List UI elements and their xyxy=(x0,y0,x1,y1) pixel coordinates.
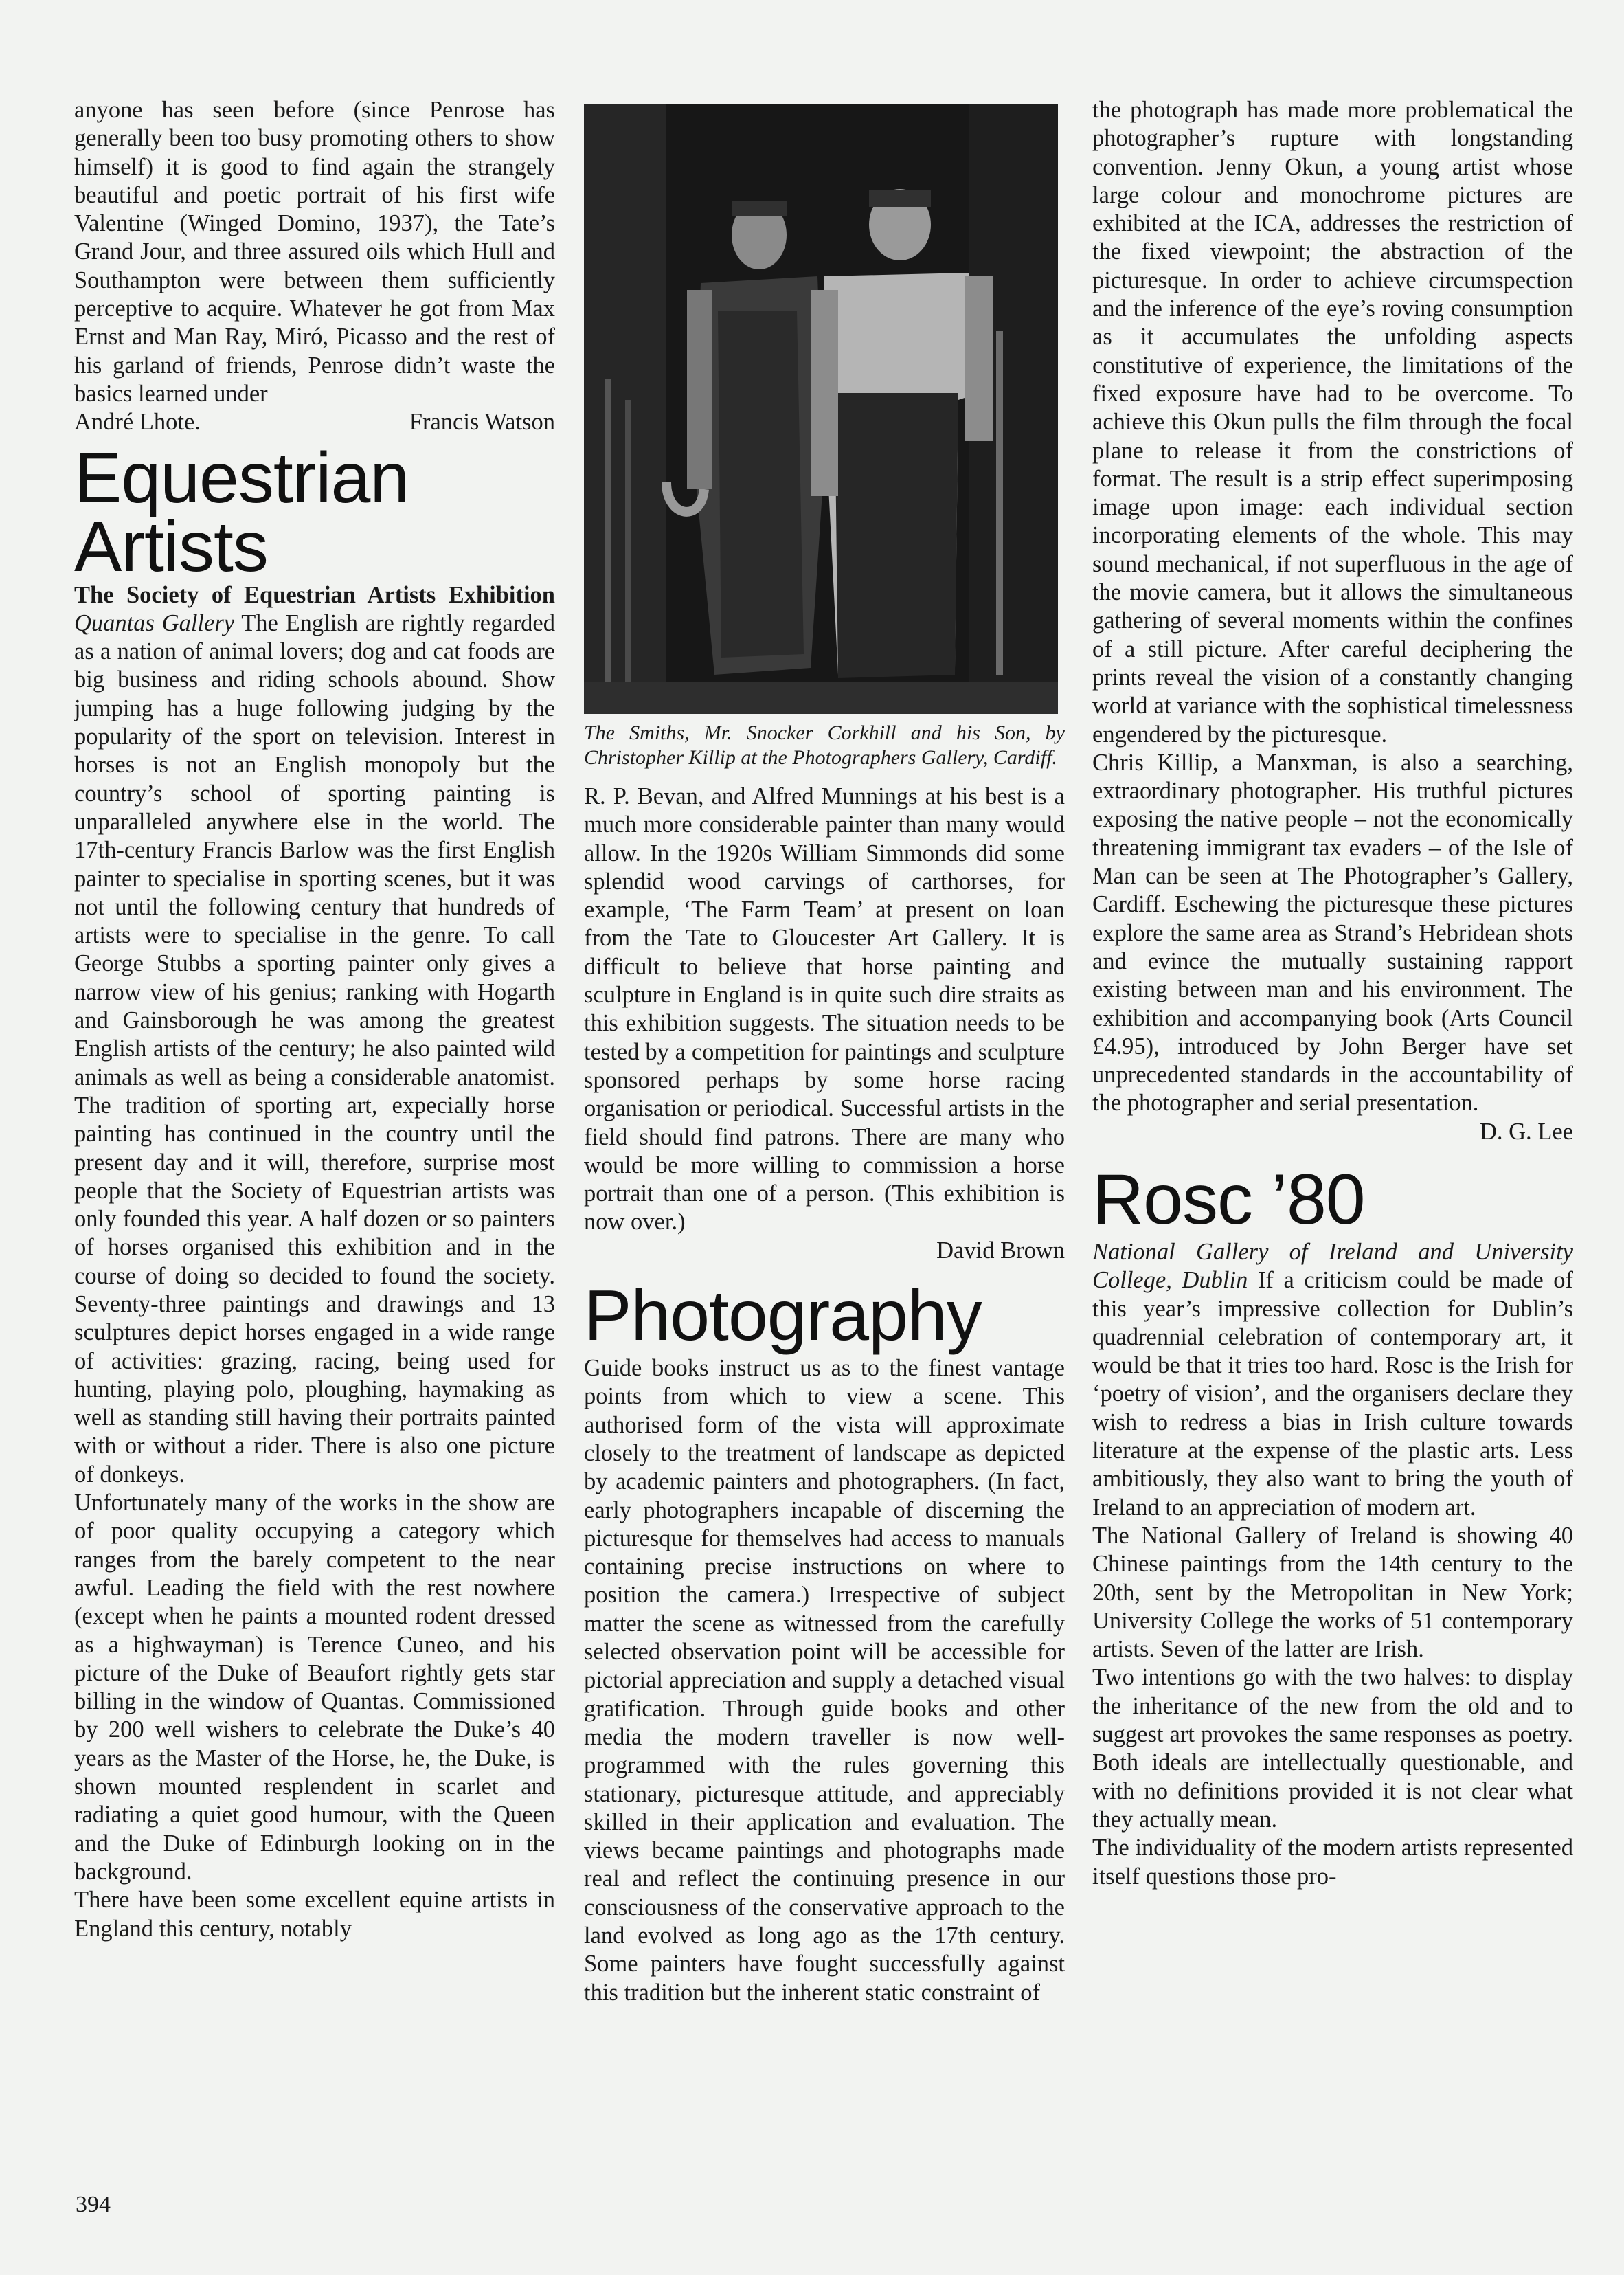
equestrian-paragraph-2: Unfortunately many of the works in the show are of poor quality occupying a category which ranges from the barely competent to the near awful. Leading the field with the rest nowhere (except when he paints a mounted rodent dressed as a highwayman) is Terence Cuneo, and his picture of the Duke of Beaufort rightly gets star billing in the window of Quantas. Commissioned by 200 well wishers to celebrate the Duke’s 40 years as the Master of the Horse, he, the Duke, is shown mounted resplendent in scarlet and radiating a quiet good humour, with the Queen and the Duke of Edinburgh looking on in the background. xyxy=(74,1490,555,1885)
rosc-text-1: If a criticism could be made of this year’s impressive collection for Dublin’s quadrennial celebration of contemporary art, it would be that it tries too hard. Rosc is the Irish for ‘poetry of vision’, and the organisers declare they wish to redress a bias in Irish culture towards literature at the expense of the plastic arts. Less ambitiously, they also want to bring the youth of Ireland to an appreciation of modern art. xyxy=(1092,1267,1573,1521)
intro-author: Francis Watson xyxy=(409,409,555,436)
photography-paragraph-1: Guide books instruct us as to the finest vantage points from which to view a scene. This authorised form of the vista will approximate closely to the treatment of landscape as depicted by academic painters and photographers. (In fact, early photographers incapable of discerning the picturesque for themselves had access to manuals containing precise instructions on where to position the camera.) Irrespective of subject matter the scene as witnessed from the carefully selected observation point will be accessible for pictorial appreciation and supply a detached visual gratification. Through guide books and other media the modern traveller is now well-programmed with the rules governing this stationary, picturesque attitude, and appreciably skilled in their application and evaluation. The views became paintings and photographs made real and reflect the continuing presence in our consciousness of the conservative approach to the land evolved as long ago as the 17th century. Some painters have fought successfully against this tradition but the inherent static constraint of xyxy=(584,1355,1065,2006)
equestrian-author: David Brown xyxy=(936,1237,1065,1264)
rosc-paragraph-3: Two intentions go with the two halves: to display the inheritance of the new from the old and to suggest art provokes the same responses as poetry. Both ideals are intellectually questionable, and with no definitions provided it is not clear what they actually mean. xyxy=(1092,1664,1573,1833)
column-middle xyxy=(584,104,1065,2007)
rosc-paragraph-2: The National Gallery of Ireland is showing 40 Chinese paintings from the 14th century to the 20th, sent by the Metropolitan in New York; University College the works of 51 contemporary artists. Seven of the latter are Irish. xyxy=(1092,1522,1573,1663)
rosc-heading: Rosc ’80 xyxy=(1092,1159,1365,1240)
exhibition-venue: Quantas Gallery xyxy=(74,609,235,636)
photography-author: D. G. Lee xyxy=(1479,1118,1573,1145)
photography-paragraph-2: the photograph has made more problematical the photographer’s rupture with longstanding convention. Jenny Okun, a young artist whose large colour and monochrome pictures are exhibited at the ICA, addresses the restriction of the fixed viewpoint; the abstraction of the picturesque. In order to achieve circumspection and the inference of the eye’s roving consumption as it accumulates the unfolding aspects constitutive of experience, the limitations of the fixed exposure have had to be overcome. To achieve this Okun pulls the film through the focal plane to release it from the constrictions of format. The result is a strip effect superimposing image upon image: each individual section incorporating elements of the whole. This may sound mechanical, if not superfluous in the age of the movie camera, but it allows the simultaneous gathering of several moments within the confines of a still picture. After careful deciphering the prints reveal the vision of a constantly changing world at variance with the sophistical timelessness engendered by the picturesque. xyxy=(1092,97,1573,748)
page-number: 394 xyxy=(76,2192,111,2217)
rosc-paragraph-1 xyxy=(1092,1238,1573,1522)
column-right xyxy=(1092,96,1573,1891)
intro-signature-row xyxy=(74,408,555,436)
photograph-smiths xyxy=(584,104,1058,714)
equestrian-heading xyxy=(74,438,555,587)
column-left xyxy=(74,96,555,1943)
photography-heading: Photography xyxy=(584,1276,982,1356)
photo-caption: The Smiths, Mr. Snocker Corkhill and his Son, by Christopher Killip at the Photographers Gallery, Cardiff. xyxy=(584,721,1065,769)
rosc-venue: National Gallery of Ireland and University College, Dublin xyxy=(1092,1238,1573,1294)
equestrian-paragraph-1 xyxy=(74,581,555,1490)
photography-paragraph-3: Chris Killip, a Manxman, is also a searching, extraordinary photographer. His truthful pictures exposing the native people – not the economically threatening immigrant tax evaders – of the Isle of Man can be seen at The Photographer’s Gallery, Cardiff. Eschewing the picturesque these pictures explore the same area as Strand’s Hebridean shots and evince the mutually sustaining rapport existing between man and his environment. The exhibition and accompanying book (Arts Council £4.95), introduced by John Berger have set unprecedented standards in the accountability of the photographer and serial presentation. xyxy=(1092,749,1573,1117)
photograph-illustration xyxy=(584,104,1058,714)
rosc-paragraph-4: The individuality of the modern artists represented itself questions those pro- xyxy=(1092,1835,1573,1890)
exhibition-title: The Society of Equestrian Artists Exhibition xyxy=(74,581,555,608)
equestrian-text-1: The English are rightly regarded as a nation of animal lovers; dog and cat foods are big business and riding schools abound. Show jumping has a huge following judging by the popularity of the sport on television. Interest in horses is not an English monopoly but the country’s school of sporting painting is unparalleled anywhere else in the world. The 17th-century Francis Barlow was the first English painter to specialise in sporting scenes, but it was not until the following century that hundreds of artists were to specialise in the genre. To call George Stubbs a sporting painter only gives a narrow view of his genius; ranking with Hogarth and Gainsborough he was among the greatest English artists of the century; he also painted wild animals as well as being a considerable anatomist. The tradition of sporting art, expecially horse painting has continued in the country until the present day and it will, therefore, surprise most people that the Society of Equestrian artists was only founded this year. A half dozen or so painters of horses organised this exhibition and in the course of doing so decided to found the society. Seventy-three paintings and drawings and 13 sculptures depict horses engaged in a wide range of activities: grazing, racing, being used for hunting, playing polo, ploughing, haymaking as well as standing still having their portraits painted with or without a rider. There is also one picture of donkeys. xyxy=(74,609,555,1488)
equestrian-paragraph-4: R. P. Bevan, and Alfred Munnings at his best is a much more considerable painter than many would allow. In the 1920s William Simmonds did some splendid wood carvings of carthorses, for example, ‘The Farm Team’ at present on loan from the Tate to Gloucester Art Gallery. It is difficult to believe that horse painting and sculpture in England is in quite such dire straits as this exhibition suggests. The situation needs to be tested by a competition for paintings and sculpture sponsored perhaps by some horse racing organisation or periodical. Successful artists in the field should find patrons. There are many who would be more willing to commission a horse portrait than one of a person. (This exhibition is now over.) xyxy=(584,783,1065,1235)
intro-last-line: André Lhote. xyxy=(74,409,201,436)
equestrian-heading-line2: Artists xyxy=(74,506,268,587)
equestrian-paragraph-3: There have been some excellent equine artists in England this century, notably xyxy=(74,1887,555,1942)
equestrian-heading-line1: Equestrian xyxy=(74,438,409,518)
intro-paragraph: anyone has seen before (since Penrose has generally been too busy promoting others to show himself) it is good to find again the strangely beautiful and poetic portrait of his first wife Valentine (Winged Domino, 1937), the Tate’s Grand Jour, and three assured oils which Hull and Southampton were between them sufficiently perceptive to acquire. Whatever he got from Max Ernst and Man Ray, Miró, Picasso and the rest of his garland of friends, Penrose didn’t waste the basics learned under xyxy=(74,97,555,407)
